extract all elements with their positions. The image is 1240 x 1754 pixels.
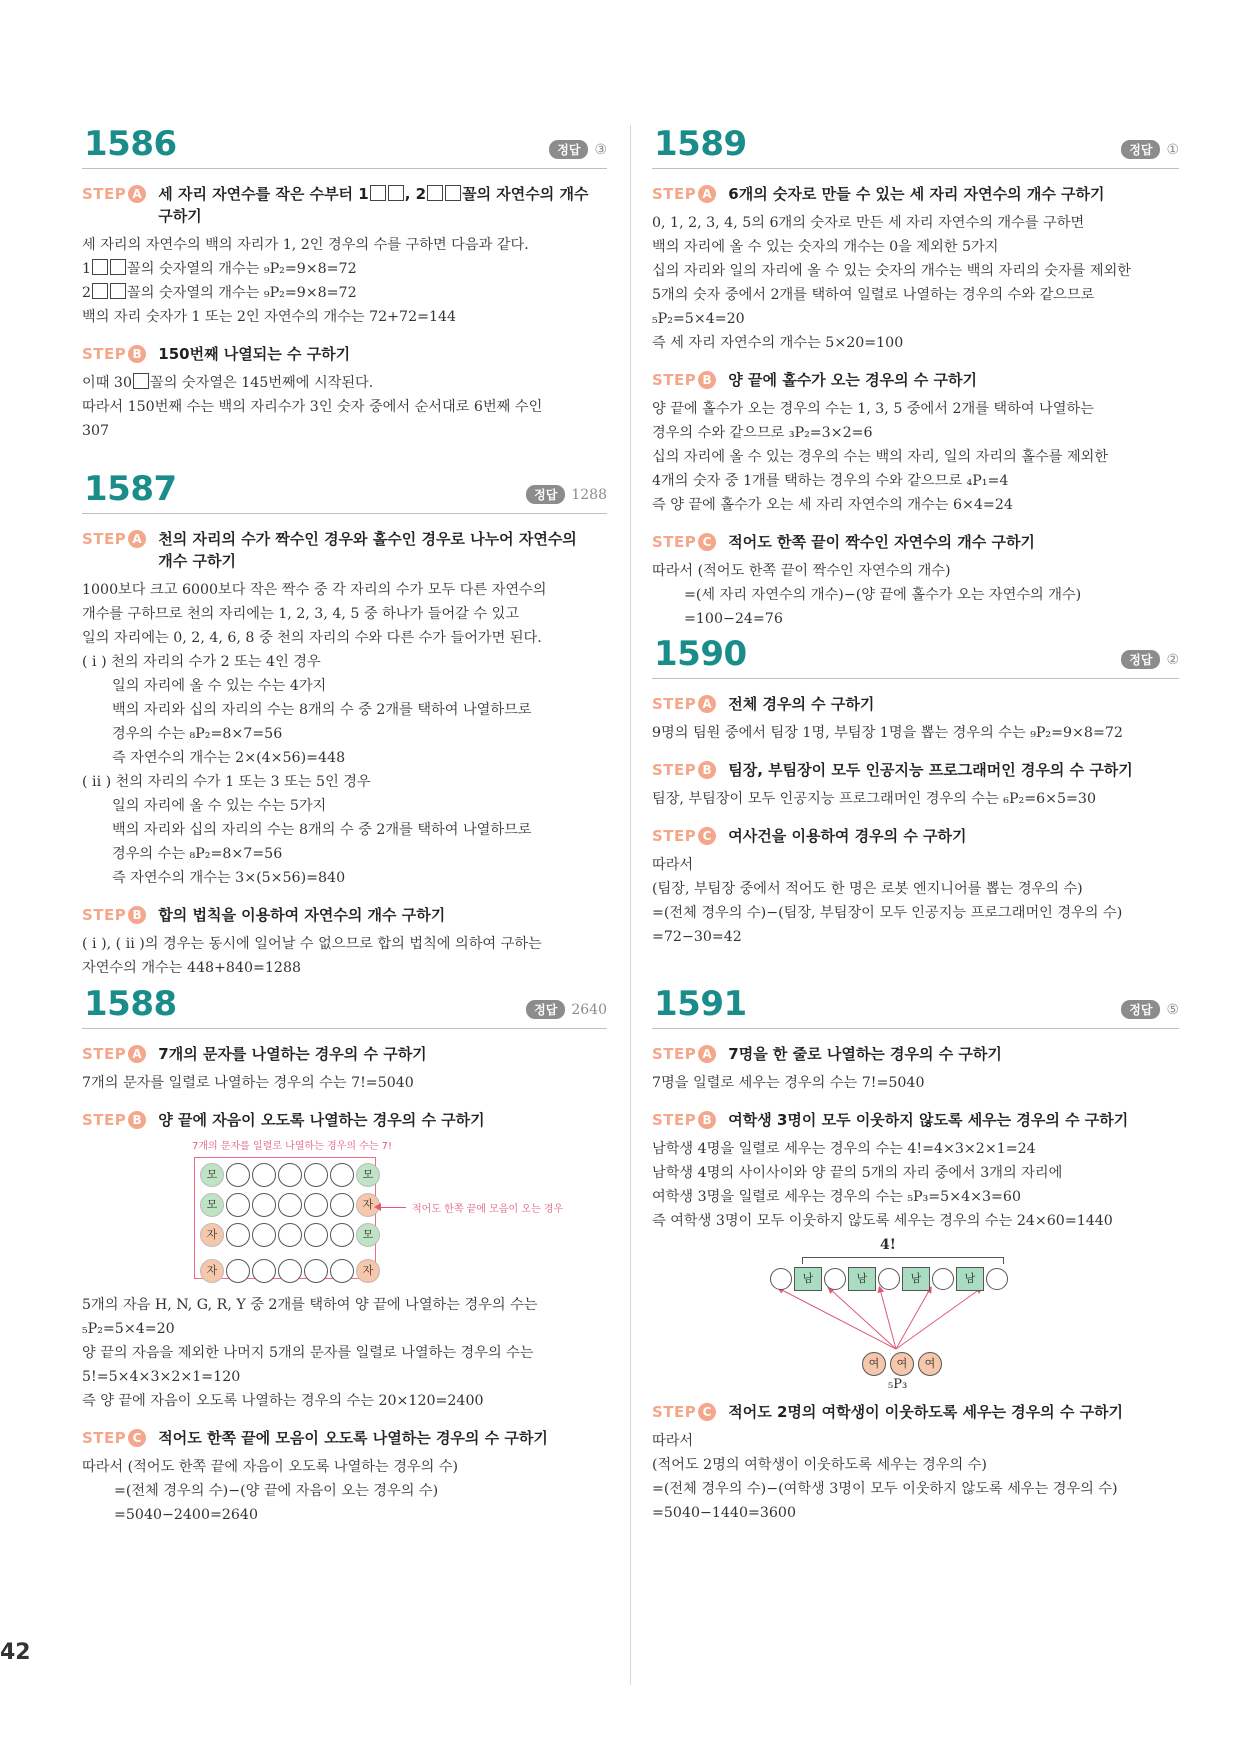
diagram-caption: 7개의 문자를 일렬로 나열하는 경우의 수는 7! <box>192 1141 393 1152</box>
slot-circle <box>304 1223 328 1247</box>
step-c: STEP C 여사건을 이용하여 경우의 수 구하기 따라서 (팀장, 부팀장 중에서 적어도 한 명은 로봇 엔지니어를 뽑는 경우의 수) =(전체 경우의 수)−(팀장, 부팀장이 모두 인공지능 프로그래머인 경우의 수) =72−30=42 <box>652 827 1123 945</box>
blank-box <box>133 373 149 389</box>
boy-seat: 남 <box>902 1267 930 1291</box>
problem-1586 <box>82 118 607 443</box>
answer-badge: 정답 <box>526 485 565 504</box>
page-number: 42 <box>0 1640 31 1665</box>
problem-header <box>82 118 607 169</box>
answer <box>1121 650 1179 669</box>
step-b: STEP B 양 끝에 홀수가 오는 경우의 수 구하기 양 끝에 홀수가 오는 경우의 수는 1, 3, 5 중에서 2개를 택하여 나열하는 경우의 수와 같으므로 ₃P₂=3×2=6 십의 자리에 올 수 있는 경우의 수는 백의 자리, 일의 자리의 홀수를 제외한 4개의 숫자 중 1개를 택하는 경우의 수와 같으므로 ₄P₁=4 즉 양 끝에 홀수가 오는 세 자리 자연수의 개수는 6×4=24 <box>652 371 1109 513</box>
slot-circle <box>278 1259 302 1283</box>
problem-number: 1589 <box>654 124 747 164</box>
girl: 여 <box>890 1352 914 1376</box>
diagram-note: 적어도 한쪽 끝에 모음이 오는 경우 <box>412 1204 564 1215</box>
answer-badge: 정답 <box>526 1000 565 1019</box>
diagram-row <box>200 1163 380 1189</box>
slot-circle <box>304 1259 328 1283</box>
slot-circle <box>330 1193 354 1217</box>
blank-box <box>92 283 108 299</box>
problem-header <box>82 463 607 514</box>
step-b-tag: STEP B <box>82 1109 146 1131</box>
step-a: STEP A 천의 자리의 수가 짝수인 경우와 홀수인 경우로 나누어 자연수의 개수 구하기 1000보다 크고 6000보다 작은 짝수 중 각 자리의 수가 모두 다른 자연수의 개수를 구하므로 천의 자리에는 1, 2, 3, 4, 5 중 하나가 들어갈 수 있고 일의 자리에는 0, 2, 4, 6, 8 중 천의 자리의 수와 다른 수가 들어가면 된다. ( i ) 천의 자리의 수가 2 또는 4인 경우 일의 자리에 올 수 있는 수는 4가지 백의 자리와 십의 자리의 수는 8개의 수 중 2개를 택하여 나열하므로 경우의 수는 ₈P₂=8×7=56 즉 자연수의 개수는 2×(4×56)=448 ( ii ) 천의 자리의 수가 1 또는 3 또는 5인 경우 일의 자리에 올 수 있는 수는 5가지 백의 자리와 십의 자리의 수는 8개의 수 중 2개를 택하여 나열하므로 경우의 수는 ₈P₂=8×7=56 즉 자연수의 개수는 3×(5×56)=840 <box>82 530 577 886</box>
answer-value: 1288 <box>571 486 607 503</box>
consonant-end: 자 <box>200 1259 224 1283</box>
step-c-tag: STEP C <box>652 531 716 553</box>
problem-header <box>652 118 1179 169</box>
step-b-tag: STEP B <box>82 904 146 926</box>
answer-value: ① <box>1166 141 1179 158</box>
blank-box <box>370 185 386 201</box>
empty-seat <box>986 1268 1008 1290</box>
step-c-tag: STEP C <box>652 1401 716 1423</box>
step-c-tag: STEP C <box>82 1427 146 1449</box>
slot-circle <box>330 1163 354 1187</box>
vowel-end: 모 <box>356 1163 380 1187</box>
seating-diagram <box>652 1237 1179 1392</box>
answer-badge: 정답 <box>1121 140 1160 159</box>
blank-box <box>445 185 461 201</box>
arrangement-diagram <box>82 1137 607 1287</box>
slot-circle <box>226 1163 250 1187</box>
problem-1590 <box>652 628 1179 949</box>
slot-circle <box>226 1193 250 1217</box>
step-a: STEP A 7명을 한 줄로 나열하는 경우의 수 구하기 7명을 일렬로 세우는 경우의 수는 7!=5040 <box>652 1045 1002 1091</box>
step-a-tag: STEP A <box>82 1043 146 1065</box>
problem-number: 1590 <box>654 634 747 674</box>
step-b: STEP B 합의 법칙을 이용하여 자연수의 개수 구하기 ( i ), ( ii )의 경우는 동시에 일어날 수 없으므로 합의 법칙에 의하여 구하는 자연수의 개수는 448+840=1288 <box>82 906 542 976</box>
boy-seat: 남 <box>794 1267 822 1291</box>
girl: 여 <box>918 1352 942 1376</box>
seat-row <box>770 1267 1008 1291</box>
problem-number: 1587 <box>84 469 177 509</box>
answer <box>526 485 607 504</box>
slot-circle <box>252 1223 276 1247</box>
step-a-tag: STEP A <box>82 183 146 205</box>
answer <box>526 1000 607 1019</box>
blank-box <box>92 259 108 275</box>
step-a: STEP A 7개의 문자를 나열하는 경우의 수 구하기 7개의 문자를 일렬로 나열하는 경우의 수는 7!=5040 <box>82 1045 427 1091</box>
diagram-row <box>200 1259 380 1285</box>
slot-circle <box>278 1223 302 1247</box>
step-a: STEP A 세 자리 자연수를 작은 수부터 1 , 2 꼴의 자연수의 개수 구하기 세 자리의 자연수의 백의 자리가 1, 2인 경우의 수를 구하면 다음과 같다. 1 꼴의 숫자열의 개수는 ₉P₂=9×8=72 2 꼴의 숫자열의 개수는 ₉P₂=9×8=72 백의 자리 숫자가 1 또는 2인 자연수의 개수는 72+72=144 <box>82 183 607 329</box>
slot-circle <box>304 1193 328 1217</box>
step-a: STEP A 전체 경우의 수 구하기 9명의 팀원 중에서 팀장 1명, 부팀장 1명을 뽑는 경우의 수는 ₉P₂=9×8=72 <box>652 695 1123 741</box>
empty-seat <box>770 1268 792 1290</box>
step-b-tag: STEP B <box>652 369 716 391</box>
arrow-left-icon <box>374 1203 381 1211</box>
blank-box <box>427 185 443 201</box>
problem-number: 1588 <box>84 984 177 1024</box>
vowel-end: 모 <box>200 1193 224 1217</box>
problem-header <box>652 978 1179 1029</box>
slot-circle <box>278 1163 302 1187</box>
permutation-label: ₅P₃ <box>888 1377 908 1392</box>
step-b-tag: STEP B <box>652 1109 716 1131</box>
answer <box>1121 1000 1179 1019</box>
answer-badge: 정답 <box>549 140 588 159</box>
step-a-tag: STEP A <box>652 693 716 715</box>
empty-seat <box>824 1268 846 1290</box>
step-c: STEP C 적어도 한쪽 끝이 짝수인 자연수의 개수 구하기 따라서 (적어도 한쪽 끝이 짝수인 자연수의 개수) =(세 자리 자연수의 개수)−(양 끝에 홀수가 오는 자연수의 개수) =100−24=76 <box>652 533 1082 627</box>
slot-circle <box>252 1163 276 1187</box>
slot-circle <box>330 1259 354 1283</box>
step-a: STEP A 6개의 숫자로 만들 수 있는 세 자리 자연수의 개수 구하기 0, 1, 2, 3, 4, 5의 6개의 숫자로 만든 세 자리 자연수의 개수를 구하면 백의 자리에 올 수 있는 숫자의 개수는 0을 제외한 5가지 십의 자리와 일의 자리에 올 수 있는 숫자의 개수는 백의 자리의 숫자를 제외한 5개의 숫자 중에서 2개를 택하여 일렬로 나열하는 경우의 수와 같으므로 ₅P₂=5×4=20 즉 세 자리 자연수의 개수는 5×20=100 <box>652 185 1131 351</box>
problem-1588 <box>82 978 607 1527</box>
answer-badge: 정답 <box>1121 650 1160 669</box>
answer-value: ⑤ <box>1166 1001 1179 1018</box>
consonant-end: 자 <box>356 1259 380 1283</box>
step-b: STEP B 양 끝에 자음이 오도록 나열하는 경우의 수 구하기 7개의 문자를 일렬로 나열하는 경우의 수는 7! 모 모 모 자 자 모 자 자 적어도 한쪽 끝에 모음이 오는 경우 5개의 자음 H, N, G, R, Y 중 2개를 택하여 양 끝에 나열하는 경우의 수는 ₅P₂=5×4=20 양 끝의 자음을 제외한 나머지 5개의 문자를 일렬로 나열하는 경우의 수는 5!=5×4×3×2×1=120 즉 양 끝에 자음이 오도록 나열하는 경우의 수는 20×120=2400 <box>82 1109 607 1413</box>
slot-circle <box>252 1193 276 1217</box>
step-a-tag: STEP A <box>652 183 716 205</box>
column-divider <box>630 125 631 1685</box>
vowel-end: 모 <box>200 1163 224 1187</box>
problem-header <box>82 978 607 1029</box>
answer-value: 2640 <box>571 1001 607 1018</box>
brace <box>802 1257 1004 1264</box>
boy-seat: 남 <box>956 1267 984 1291</box>
step-b-tag: STEP B <box>82 343 146 365</box>
girls-group <box>862 1352 942 1376</box>
consonant-end: 자 <box>356 1193 380 1217</box>
problem-1591 <box>652 978 1179 1525</box>
girl: 여 <box>862 1352 886 1376</box>
factorial-label: 4! <box>880 1237 896 1253</box>
step-a-body: 세 자리의 자연수의 백의 자리가 1, 2인 경우의 수를 구하면 다음과 같다. 1 꼴의 숫자열의 개수는 ₉P₂=9×8=72 2 꼴의 숫자열의 개수는 ₉P₂=9×8=72 백의 자리 숫자가 1 또는 2인 자연수의 개수는 72+72=144 <box>82 237 529 325</box>
slot-circle <box>226 1259 250 1283</box>
step-a-tag: STEP A <box>652 1043 716 1065</box>
consonant-end: 자 <box>200 1223 224 1247</box>
empty-seat <box>878 1268 900 1290</box>
slot-circle <box>304 1163 328 1187</box>
blank-box <box>110 259 126 275</box>
step-c: STEP C 적어도 한쪽 끝에 모음이 오도록 나열하는 경우의 수 구하기 따라서 (적어도 한쪽 끝에 자음이 오도록 나열하는 경우의 수) =(전체 경우의 수)−(양 끝에 자음이 오는 경우의 수) =5040−2400=2640 <box>82 1429 548 1523</box>
answer-badge: 정답 <box>1121 1000 1160 1019</box>
step-b: STEP B 150번째 나열되는 수 구하기 이때 30 꼴의 숫자열은 145번째에 시작된다. 따라서 150번째 수는 백의 자리수가 3인 숫자 중에서 순서대로 6번째 수인 307 <box>82 345 543 439</box>
step-a-tag: STEP A <box>82 528 146 550</box>
step-b-tag: STEP B <box>652 759 716 781</box>
slot-circle <box>252 1259 276 1283</box>
problem-header <box>652 628 1179 679</box>
blank-box <box>388 185 404 201</box>
problem-number: 1591 <box>654 984 747 1024</box>
step-c: STEP C 적어도 2명의 여학생이 이웃하도록 세우는 경우의 수 구하기 따라서 (적어도 2명의 여학생이 이웃하도록 세우는 경우의 수) =(전체 경우의 수)−(여학생 3명이 모두 이웃하지 않도록 세우는 경우의 수) =5040−1440=3600 <box>652 1403 1124 1521</box>
boy-seat: 남 <box>848 1267 876 1291</box>
vowel-end: 모 <box>356 1223 380 1247</box>
problem-1587 <box>82 463 607 980</box>
diagram-row <box>200 1223 380 1249</box>
slot-circle <box>278 1193 302 1217</box>
answer-value: ③ <box>594 141 607 158</box>
answer <box>549 140 607 159</box>
step-b: STEP B 여학생 3명이 모두 이웃하지 않도록 세우는 경우의 수 구하기 남학생 4명을 일렬로 세우는 경우의 수는 4!=4×3×2×1=24 남학생 4명의 사이사이와 양 끝의 5개의 자리 중에서 3개의 자리에 여학생 3명을 일렬로 세우는 경우의 수는 ₅P₃=5×4×3=60 즉 여학생 3명이 모두 이웃하지 않도록 세우는 경우의 수는 24×60=1440 4! 남 남 남 남 여 여 여 ₅P₃ <box>652 1109 1179 1387</box>
problem-number: 1586 <box>84 124 177 164</box>
problem-1589 <box>652 118 1179 631</box>
step-c-tag: STEP C <box>652 825 716 847</box>
answer <box>1121 140 1179 159</box>
blank-box <box>110 283 126 299</box>
answer-value: ② <box>1166 651 1179 668</box>
slot-circle <box>226 1223 250 1247</box>
diagram-row <box>200 1193 380 1219</box>
slot-circle <box>330 1223 354 1247</box>
step-b: STEP B 팀장, 부팀장이 모두 인공지능 프로그래머인 경우의 수 구하기 팀장, 부팀장이 모두 인공지능 프로그래머인 경우의 수는 ₆P₂=6×5=30 <box>652 761 1133 807</box>
empty-seat <box>932 1268 954 1290</box>
